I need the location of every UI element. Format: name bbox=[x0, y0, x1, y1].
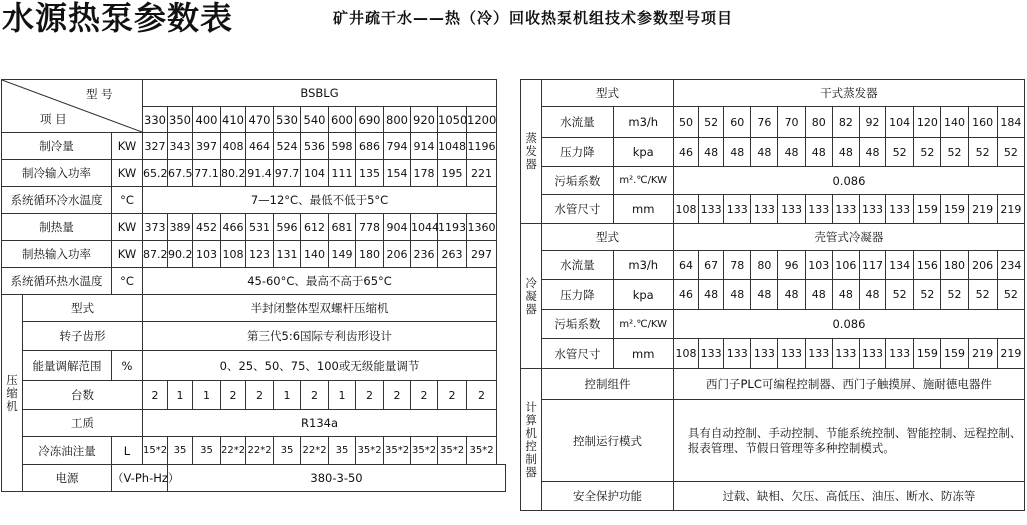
model-cell: 920 bbox=[411, 107, 438, 133]
value-cell: 48 bbox=[805, 280, 832, 310]
value-cell: 106 bbox=[832, 251, 859, 280]
value-cell: 133 bbox=[805, 339, 832, 369]
value-cell: 133 bbox=[751, 195, 778, 224]
value-cell: 297 bbox=[467, 241, 497, 268]
value-cell: 1044 bbox=[411, 214, 438, 241]
control-components-row bbox=[521, 369, 1025, 400]
value-cell: 373 bbox=[143, 214, 168, 241]
value-cell: 219 bbox=[968, 339, 997, 369]
value-cell: 180 bbox=[356, 241, 384, 268]
spec-row bbox=[2, 214, 506, 241]
value-cell: 22*2 bbox=[221, 437, 246, 465]
value-cell: 64 bbox=[673, 251, 698, 280]
value-cell: 596 bbox=[274, 214, 301, 241]
compressor-capacity-row bbox=[2, 351, 506, 381]
spec-unit: KW bbox=[112, 160, 143, 187]
value-cell: 52 bbox=[941, 280, 968, 310]
value-cell: 327 bbox=[143, 133, 168, 160]
value-cell: 135 bbox=[356, 160, 384, 187]
evaporator-pipe-row bbox=[521, 195, 1025, 224]
spec-unit: （V-Ph-Hz） bbox=[112, 465, 168, 492]
value-cell: 48 bbox=[751, 280, 778, 310]
value-cell: 133 bbox=[859, 339, 885, 369]
value-cell: 154 bbox=[384, 160, 411, 187]
value-cell: 97.7 bbox=[274, 160, 301, 187]
value-cell: 123 bbox=[246, 241, 274, 268]
spec-unit: KW bbox=[112, 133, 143, 160]
value-cell: 108 bbox=[673, 339, 698, 369]
spec-unit: m3/h bbox=[613, 107, 673, 138]
value-cell: 160 bbox=[968, 107, 997, 138]
value-cell: 536 bbox=[301, 133, 329, 160]
spec-label: 压力降 bbox=[542, 280, 613, 310]
value-cell: 389 bbox=[168, 214, 193, 241]
value-cell: 50 bbox=[673, 107, 698, 138]
span-value: 西门子PLC可编程控制器、西门子触摸屏、施耐德电器件 bbox=[673, 369, 1024, 400]
model-cell: 410 bbox=[221, 107, 246, 133]
spec-label: 系统循环冷水温度 bbox=[2, 187, 112, 214]
value-cell: 464 bbox=[246, 133, 274, 160]
value-cell: 133 bbox=[699, 339, 724, 369]
model-cell: 470 bbox=[246, 107, 274, 133]
value-cell: 35*2 bbox=[356, 437, 384, 465]
value-cell: 236 bbox=[411, 241, 438, 268]
spec-label: 制冷量 bbox=[2, 133, 112, 160]
value-cell: 103 bbox=[805, 251, 832, 280]
value-cell: 219 bbox=[968, 195, 997, 224]
span-value: 干式蒸发器 bbox=[673, 80, 1024, 107]
value-cell: 111 bbox=[329, 160, 356, 187]
control-group-label: 计算机控制器 bbox=[521, 369, 542, 511]
value-cell: 140 bbox=[301, 241, 329, 268]
model-cell: 330 bbox=[143, 107, 168, 133]
value-cell: 263 bbox=[438, 241, 467, 268]
value-cell: 195 bbox=[438, 160, 467, 187]
span-value: 7—12°C、最低不低于5°C bbox=[143, 187, 497, 214]
span-value: 具有自动控制、手动控制、节能系统控制、智能控制、远程控制、报表管理、节假日管理等多种控制模式。 bbox=[673, 400, 1024, 482]
value-cell: 70 bbox=[778, 107, 805, 138]
value-cell: 159 bbox=[914, 339, 941, 369]
spec-unit: m3/h bbox=[613, 251, 673, 280]
value-cell: 52 bbox=[886, 138, 914, 167]
value-cell: 48 bbox=[832, 138, 859, 167]
span-value: 第三代5:6国际专利齿形设计 bbox=[143, 322, 497, 351]
page-subtitle: 矿井疏干水——热（冷）回收热泵机组技术参数型号项目 bbox=[333, 9, 734, 27]
corner-item-label: 项 目 bbox=[40, 112, 67, 126]
value-cell: 524 bbox=[274, 133, 301, 160]
value-cell: 35 bbox=[168, 437, 193, 465]
value-cell: 52 bbox=[997, 280, 1024, 310]
spec-row bbox=[2, 133, 506, 160]
value-cell: 92 bbox=[859, 107, 885, 138]
value-cell: 46 bbox=[673, 138, 698, 167]
spec-label: 工质 bbox=[23, 410, 143, 437]
value-cell: 1360 bbox=[467, 214, 497, 241]
value-cell: 2 bbox=[467, 381, 497, 410]
condenser-group-label: 冷凝器 bbox=[521, 224, 542, 369]
value-cell: 104 bbox=[886, 107, 914, 138]
value-cell: 52 bbox=[699, 107, 724, 138]
evaporator-group-label: 蒸发器 bbox=[521, 80, 542, 224]
value-cell: 234 bbox=[997, 251, 1024, 280]
model-cell: 1200 bbox=[467, 107, 497, 133]
evaporator-type-row bbox=[521, 80, 1025, 107]
value-cell: 133 bbox=[778, 339, 805, 369]
value-cell: 133 bbox=[778, 195, 805, 224]
span-value: 半封闭整体型双螺杆压缩机 bbox=[143, 295, 497, 322]
spec-row bbox=[2, 187, 506, 214]
value-cell: 2 bbox=[384, 381, 411, 410]
value-cell: 612 bbox=[301, 214, 329, 241]
value-cell: 133 bbox=[699, 195, 724, 224]
spec-label: 电源 bbox=[23, 465, 112, 492]
value-cell: 103 bbox=[193, 241, 221, 268]
value-cell: 87.2 bbox=[143, 241, 168, 268]
spec-label: 水流量 bbox=[542, 107, 613, 138]
span-value: 过载、缺相、欠压、高低压、油压、断水、防冻等 bbox=[673, 482, 1024, 511]
value-cell: 1 bbox=[274, 381, 301, 410]
value-cell: 35*2 bbox=[384, 437, 411, 465]
span-value: 0.086 bbox=[673, 167, 1024, 195]
spec-label: 冷冻油注量 bbox=[23, 437, 112, 465]
value-cell: 408 bbox=[221, 133, 246, 160]
value-cell: 1 bbox=[329, 381, 356, 410]
value-cell: 178 bbox=[411, 160, 438, 187]
spec-unit: KW bbox=[112, 214, 143, 241]
value-cell: 52 bbox=[914, 280, 941, 310]
value-cell: 397 bbox=[193, 133, 221, 160]
spec-label: 能量调解范围 bbox=[23, 351, 112, 381]
value-cell: 598 bbox=[329, 133, 356, 160]
span-value: 45-60°C、最高不高于65°C bbox=[143, 268, 497, 295]
value-cell: 206 bbox=[384, 241, 411, 268]
compressor-oil-row bbox=[2, 437, 506, 465]
value-cell: 48 bbox=[724, 138, 751, 167]
value-cell: 159 bbox=[941, 339, 968, 369]
value-cell: 778 bbox=[356, 214, 384, 241]
spec-label: 安全保护功能 bbox=[542, 482, 674, 511]
value-cell: 794 bbox=[384, 133, 411, 160]
value-cell: 48 bbox=[859, 280, 885, 310]
model-cell: 400 bbox=[193, 107, 221, 133]
value-cell: 35*2 bbox=[467, 437, 497, 465]
value-cell: 90.2 bbox=[168, 241, 193, 268]
value-cell: 466 bbox=[221, 214, 246, 241]
page-title: 水源热泵参数表 bbox=[2, 0, 234, 37]
compressor-fluid-row bbox=[2, 410, 506, 437]
value-cell: 48 bbox=[699, 138, 724, 167]
left-spec-table bbox=[1, 79, 506, 492]
value-cell: 48 bbox=[724, 280, 751, 310]
span-value: 0、25、50、75、100或无级能量调节 bbox=[143, 351, 497, 381]
spec-unit: m².℃/KW bbox=[613, 167, 673, 195]
value-cell: 80.2 bbox=[221, 160, 246, 187]
spec-label: 制热量 bbox=[2, 214, 112, 241]
value-cell: 52 bbox=[886, 280, 914, 310]
value-cell: 133 bbox=[751, 339, 778, 369]
compressor-type-row bbox=[2, 295, 506, 322]
value-cell: 80 bbox=[805, 107, 832, 138]
evaporator-foul-row bbox=[521, 167, 1025, 195]
value-cell: 1 bbox=[168, 381, 193, 410]
header-corner-cell bbox=[2, 80, 143, 133]
value-cell: 52 bbox=[968, 138, 997, 167]
value-cell: 2 bbox=[221, 381, 246, 410]
spec-label: 台数 bbox=[23, 381, 143, 410]
value-cell: 206 bbox=[968, 251, 997, 280]
value-cell: 15*2 bbox=[143, 437, 168, 465]
span-value: 0.086 bbox=[673, 310, 1024, 339]
spec-label: 转子齿形 bbox=[23, 322, 143, 351]
value-cell: 133 bbox=[832, 339, 859, 369]
value-cell: 80 bbox=[751, 251, 778, 280]
value-cell: 2 bbox=[143, 381, 168, 410]
value-cell: 35*2 bbox=[411, 437, 438, 465]
value-cell: 117 bbox=[859, 251, 885, 280]
spec-unit: mm bbox=[613, 339, 673, 369]
value-cell: 133 bbox=[859, 195, 885, 224]
value-cell: 133 bbox=[805, 195, 832, 224]
value-cell: 180 bbox=[941, 251, 968, 280]
value-cell: 52 bbox=[941, 138, 968, 167]
value-cell: 48 bbox=[778, 138, 805, 167]
value-cell: 904 bbox=[384, 214, 411, 241]
spec-label: 型式 bbox=[542, 80, 674, 107]
value-cell: 52 bbox=[968, 280, 997, 310]
model-cell: 600 bbox=[329, 107, 356, 133]
value-cell: 1 bbox=[193, 381, 221, 410]
value-cell: 1196 bbox=[467, 133, 497, 160]
value-cell: 22*2 bbox=[246, 437, 274, 465]
value-cell: 2 bbox=[411, 381, 438, 410]
value-cell: 914 bbox=[411, 133, 438, 160]
condenser-pipe-row bbox=[521, 339, 1025, 369]
compressor-rotor-row bbox=[2, 322, 506, 351]
value-cell: 48 bbox=[859, 138, 885, 167]
value-cell: 2 bbox=[438, 381, 467, 410]
value-cell: 35 bbox=[329, 437, 356, 465]
value-cell: 686 bbox=[356, 133, 384, 160]
model-cell: 690 bbox=[356, 107, 384, 133]
spec-row bbox=[2, 160, 506, 187]
value-cell: 1048 bbox=[438, 133, 467, 160]
value-cell: 343 bbox=[168, 133, 193, 160]
condenser-drop-row bbox=[521, 280, 1025, 310]
value-cell: 48 bbox=[751, 138, 778, 167]
spec-label: 系统循环热水温度 bbox=[2, 268, 112, 295]
model-cell: 1050 bbox=[438, 107, 467, 133]
spec-label: 控制组件 bbox=[542, 369, 674, 400]
value-cell: 159 bbox=[941, 195, 968, 224]
value-cell: 48 bbox=[805, 138, 832, 167]
span-value: 壳管式冷凝器 bbox=[673, 224, 1024, 251]
value-cell: 1193 bbox=[438, 214, 467, 241]
value-cell: 48 bbox=[778, 280, 805, 310]
spec-label: 压力降 bbox=[542, 138, 613, 167]
model-cell: 540 bbox=[301, 107, 329, 133]
value-cell: 52 bbox=[997, 138, 1024, 167]
value-cell: 120 bbox=[914, 107, 941, 138]
spec-unit: °C bbox=[112, 268, 143, 295]
value-cell: 134 bbox=[886, 251, 914, 280]
value-cell: 452 bbox=[193, 214, 221, 241]
spec-label: 制热输入功率 bbox=[2, 241, 112, 268]
spec-label: 污垢系数 bbox=[542, 167, 613, 195]
spec-label: 型式 bbox=[542, 224, 674, 251]
spec-label: 水管尺寸 bbox=[542, 195, 613, 224]
value-cell: 35*2 bbox=[438, 437, 467, 465]
value-cell: 48 bbox=[832, 280, 859, 310]
evaporator-flow-row bbox=[521, 107, 1025, 138]
value-cell: 52 bbox=[914, 138, 941, 167]
spec-unit: % bbox=[112, 351, 143, 381]
value-cell: 35 bbox=[274, 437, 301, 465]
value-cell: 108 bbox=[673, 195, 698, 224]
value-cell: 156 bbox=[914, 251, 941, 280]
value-cell: 65.2 bbox=[143, 160, 168, 187]
right-spec-table bbox=[520, 79, 1025, 511]
value-cell: 77.1 bbox=[193, 160, 221, 187]
value-cell: 133 bbox=[724, 339, 751, 369]
spec-label: 水流量 bbox=[542, 251, 613, 280]
spec-unit: KW bbox=[112, 241, 143, 268]
compressor-count-row bbox=[2, 381, 506, 410]
spec-row bbox=[2, 268, 506, 295]
condenser-flow-row bbox=[521, 251, 1025, 280]
value-cell: 96 bbox=[778, 251, 805, 280]
value-cell: 2 bbox=[356, 381, 384, 410]
value-cell: 78 bbox=[724, 251, 751, 280]
spec-label: 水管尺寸 bbox=[542, 339, 613, 369]
value-cell: 108 bbox=[221, 241, 246, 268]
value-cell: 46 bbox=[673, 280, 698, 310]
value-cell: 2 bbox=[301, 381, 329, 410]
spec-unit: m².℃/KW bbox=[613, 310, 673, 339]
corner-model-label: 型 号 bbox=[86, 87, 113, 101]
control-mode-row bbox=[521, 400, 1025, 482]
value-cell: 104 bbox=[301, 160, 329, 187]
model-cell: 350 bbox=[168, 107, 193, 133]
value-cell: 76 bbox=[751, 107, 778, 138]
value-cell: 133 bbox=[724, 195, 751, 224]
value-cell: 221 bbox=[467, 160, 497, 187]
value-cell: 2 bbox=[246, 381, 274, 410]
spec-unit: °C bbox=[112, 187, 143, 214]
value-cell: 67.5 bbox=[168, 160, 193, 187]
spec-label: 制冷输入功率 bbox=[2, 160, 112, 187]
value-cell: 681 bbox=[329, 214, 356, 241]
spec-unit: L bbox=[112, 437, 143, 465]
spec-label: 控制运行模式 bbox=[542, 400, 674, 482]
series-name: BSBLG bbox=[143, 80, 497, 107]
model-cell: 530 bbox=[274, 107, 301, 133]
condenser-foul-row bbox=[521, 310, 1025, 339]
value-cell: 531 bbox=[246, 214, 274, 241]
value-cell: 133 bbox=[886, 339, 914, 369]
value-cell: 219 bbox=[997, 339, 1024, 369]
power-row bbox=[2, 465, 506, 492]
spec-unit: mm bbox=[613, 195, 673, 224]
spec-label: 型式 bbox=[23, 295, 143, 322]
value-cell: 149 bbox=[329, 241, 356, 268]
value-cell: 48 bbox=[699, 280, 724, 310]
spec-label: 污垢系数 bbox=[542, 310, 613, 339]
value-cell: 60 bbox=[724, 107, 751, 138]
value-cell: 91.4 bbox=[246, 160, 274, 187]
value-cell: 219 bbox=[997, 195, 1024, 224]
value-cell: 133 bbox=[832, 195, 859, 224]
spec-unit: kpa bbox=[613, 138, 673, 167]
value-cell: 140 bbox=[941, 107, 968, 138]
model-cell: 800 bbox=[384, 107, 411, 133]
evaporator-drop-row bbox=[521, 138, 1025, 167]
compressor-group-label: 压缩机 bbox=[2, 295, 23, 492]
value-cell: 133 bbox=[886, 195, 914, 224]
control-safety-row bbox=[521, 482, 1025, 511]
spec-row bbox=[2, 241, 506, 268]
spec-unit: kpa bbox=[613, 280, 673, 310]
value-cell: 67 bbox=[699, 251, 724, 280]
span-value: R134a bbox=[143, 410, 497, 437]
value-cell: 22*2 bbox=[301, 437, 329, 465]
span-value: 380-3-50 bbox=[168, 465, 506, 492]
value-cell: 131 bbox=[274, 241, 301, 268]
condenser-type-row bbox=[521, 224, 1025, 251]
value-cell: 159 bbox=[914, 195, 941, 224]
value-cell: 35 bbox=[193, 437, 221, 465]
value-cell: 82 bbox=[832, 107, 859, 138]
value-cell: 184 bbox=[997, 107, 1024, 138]
